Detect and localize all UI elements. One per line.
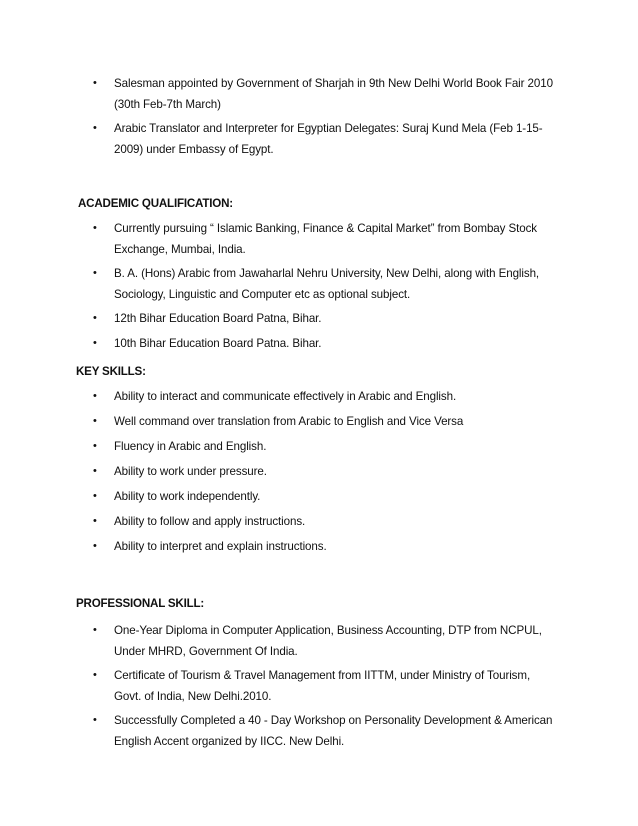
bullet-icon: • bbox=[93, 267, 97, 279]
bullet-icon: • bbox=[93, 624, 97, 636]
list-item bbox=[0, 73, 560, 118]
list-item-text: One-Year Diploma in Computer Application, Business Accounting, DTP from NCPUL, Under MHRD, Government Of India. bbox=[114, 624, 542, 658]
bullet-icon: • bbox=[93, 337, 97, 349]
list-item-text: Salesman appointed by Government of Sharjah in 9th New Delhi World Book Fair 2010 (30th Feb-7th March) bbox=[114, 77, 553, 111]
list-item bbox=[0, 436, 560, 461]
experience-list bbox=[0, 73, 560, 160]
list-item bbox=[0, 218, 560, 263]
bullet-icon: • bbox=[93, 312, 97, 324]
professional-list bbox=[0, 620, 560, 752]
bullet-icon: • bbox=[93, 415, 97, 427]
list-item bbox=[0, 263, 560, 308]
list-item-text: Well command over translation from Arabic to English and Vice Versa bbox=[114, 415, 464, 428]
bullet-icon: • bbox=[93, 77, 97, 89]
list-item-text: Ability to work under pressure. bbox=[114, 465, 267, 478]
bullet-icon: • bbox=[93, 490, 97, 502]
list-item-text: 10th Bihar Education Board Patna. Bihar. bbox=[114, 337, 322, 350]
key-skills-list bbox=[0, 386, 560, 557]
list-item-text: Ability to follow and apply instructions. bbox=[114, 515, 306, 528]
list-item-text: B. A. (Hons) Arabic from Jawaharlal Nehru University, New Delhi, along with English, Sociology, Linguistic and Computer etc as optional subject. bbox=[114, 267, 540, 301]
list-item-text: Ability to work independently. bbox=[114, 490, 261, 503]
bullet-icon: • bbox=[93, 669, 97, 681]
bullet-icon: • bbox=[93, 465, 97, 477]
bullet-icon: • bbox=[93, 515, 97, 527]
list-item bbox=[0, 536, 560, 557]
list-item bbox=[0, 308, 560, 333]
section-heading-professional: PROFESSIONAL SKILL: bbox=[76, 597, 205, 610]
list-item bbox=[0, 486, 560, 511]
list-item-text: Currently pursuing “ Islamic Banking, Finance & Capital Market” from Bombay Stock Exchange, Mumbai, India. bbox=[114, 222, 537, 256]
list-item bbox=[0, 411, 560, 436]
list-item bbox=[0, 333, 560, 354]
section-heading-key-skills: KEY SKILLS: bbox=[76, 365, 146, 378]
list-item bbox=[0, 118, 560, 160]
section-heading-academic: ACADEMIC QUALIFICATION: bbox=[78, 197, 233, 210]
list-item-text: 12th Bihar Education Board Patna, Bihar. bbox=[114, 312, 322, 325]
list-item bbox=[0, 386, 560, 411]
list-item bbox=[0, 511, 560, 536]
bullet-icon: • bbox=[93, 540, 97, 552]
list-item-text: Certificate of Tourism & Travel Management from IITTM, under Ministry of Tourism, Govt. of India, New Delhi.2010. bbox=[114, 669, 531, 703]
list-item bbox=[0, 710, 560, 752]
list-item-text: Ability to interpret and explain instructions. bbox=[114, 540, 327, 553]
list-item bbox=[0, 665, 560, 710]
bullet-icon: • bbox=[93, 122, 97, 134]
bullet-icon: • bbox=[93, 390, 97, 402]
list-item-text: Arabic Translator and Interpreter for Egyptian Delegates: Suraj Kund Mela (Feb 1-15-2009) under Embassy of Egypt. bbox=[114, 122, 543, 156]
list-item bbox=[0, 461, 560, 486]
bullet-icon: • bbox=[93, 714, 97, 726]
academic-list bbox=[0, 218, 560, 354]
list-item-text: Successfully Completed a 40 - Day Workshop on Personality Development & American English Accent organized by IICC. New Delhi. bbox=[114, 714, 553, 748]
list-item-text: Ability to interact and communicate effectively in Arabic and English. bbox=[114, 390, 457, 403]
list-item-text: Fluency in Arabic and English. bbox=[114, 440, 267, 453]
list-item bbox=[0, 620, 560, 665]
bullet-icon: • bbox=[93, 222, 97, 234]
bullet-icon: • bbox=[93, 440, 97, 452]
